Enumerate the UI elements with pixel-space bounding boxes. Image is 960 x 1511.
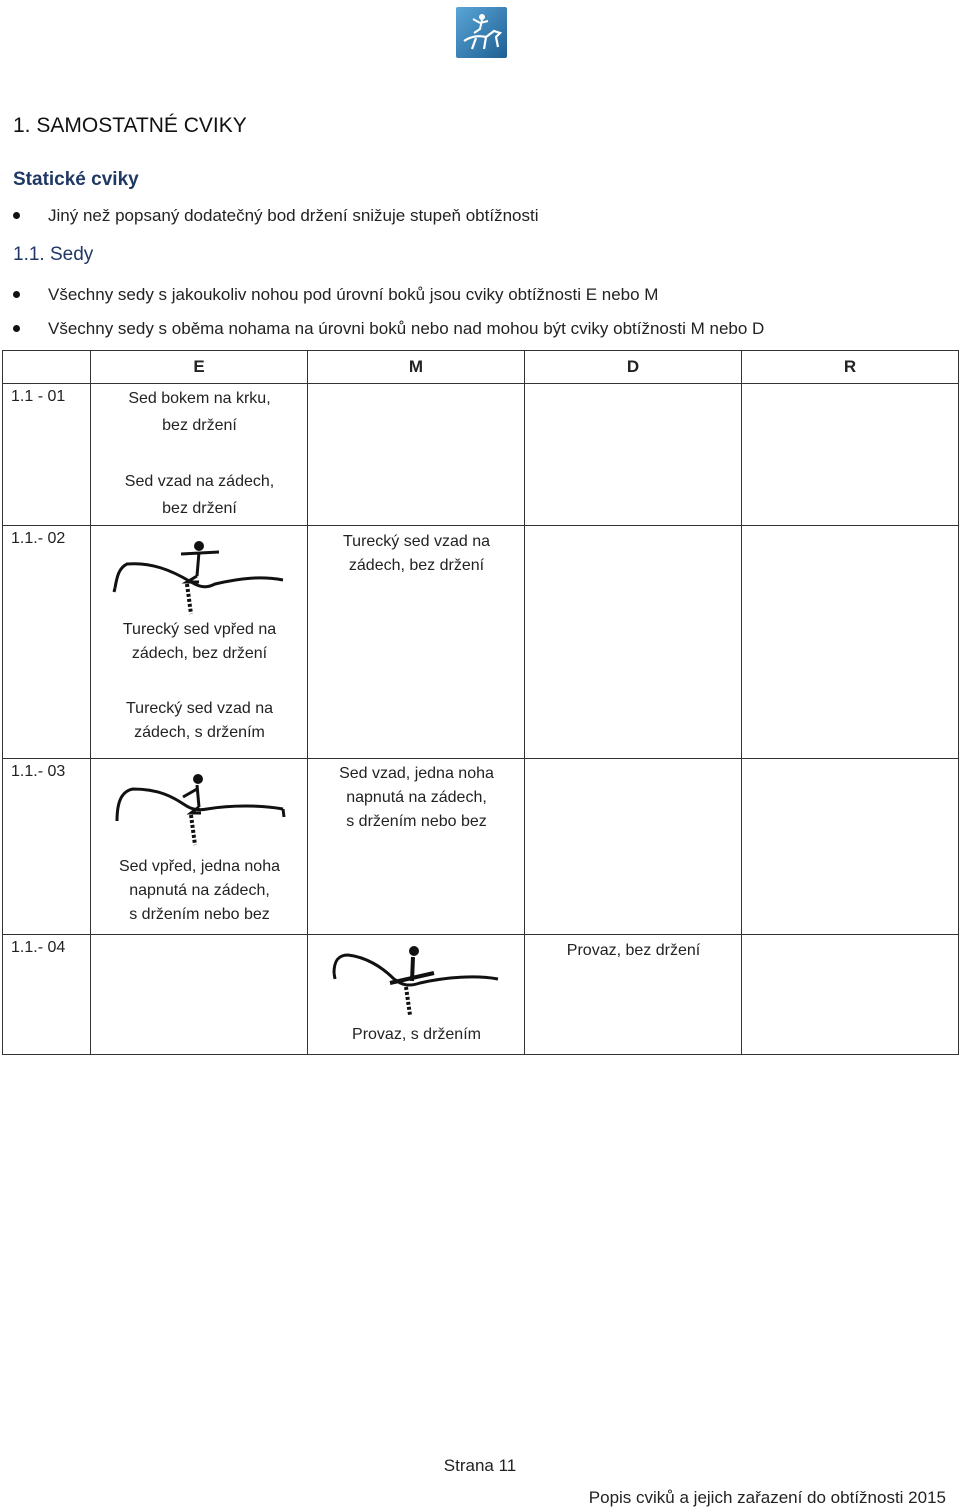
cell-e (91, 526, 308, 759)
table-row (3, 935, 959, 1055)
exercise-label: Sed vzad, jedna noha napnutá na zádech, s držením nebo bez (339, 765, 494, 830)
table-row (3, 526, 959, 759)
bullet-general: Jiný než popsaný dodatečný bod držení snižuje stupeň obtížnosti (13, 206, 539, 226)
row-id: 1.1.- 04 (3, 935, 91, 1055)
table-row (3, 759, 959, 935)
document-footer-title: Popis cviků a jejich zařazení do obtížnosti 2015 (588, 1488, 946, 1507)
cell-r (742, 935, 959, 1055)
bullet-icon (13, 325, 20, 332)
exercise-label: Provaz, s držením (352, 1026, 481, 1043)
exercise-label: Turecký sed vzad na zádech, s držením (125, 700, 274, 741)
cell-d (525, 759, 742, 935)
subheading: Statické cviky (13, 169, 139, 190)
pictogram-split-icon (330, 943, 505, 1023)
row-id: 1.1 - 01 (3, 384, 91, 526)
column-header-e: E (91, 351, 308, 384)
page-number: Strana 11 (443, 1456, 517, 1475)
difficulty-table (2, 350, 959, 1055)
cell-m (308, 526, 525, 759)
cell-e (91, 935, 308, 1055)
exercise-label: Sed bokem na krku, bez držení (128, 390, 271, 434)
column-header-d: D (525, 351, 742, 384)
table-row (3, 384, 959, 526)
cell-m (308, 384, 525, 526)
cell-m (308, 935, 525, 1055)
section-heading: 1. SAMOSTATNÉ CVIKY (13, 114, 247, 137)
cell-d (525, 526, 742, 759)
bullet-icon (13, 291, 20, 298)
subsection-heading: 1.1. Sedy (13, 244, 94, 265)
vaulting-logo-icon (456, 7, 507, 58)
cell-r (742, 526, 959, 759)
row-id: 1.1.- 03 (3, 759, 91, 935)
header-empty (3, 351, 91, 384)
column-header-r: R (742, 351, 959, 384)
exercise-label: Turecký sed vzad na zádech, bez držení (342, 533, 491, 574)
pictogram-turkish-seat-icon (111, 536, 286, 616)
cell-r (742, 384, 959, 526)
cell-e (91, 384, 308, 526)
column-header-m: M (308, 351, 525, 384)
cell-d (525, 935, 742, 1055)
exercise-label: Sed vzad na zádech, bez držení (124, 473, 275, 517)
cell-d (525, 384, 742, 526)
exercise-label: Provaz, bez držení (566, 942, 701, 959)
bullet-rule-1: Všechny sedy s jakoukoliv nohou pod úrovní boků jsou cviky obtížnosti E nebo M (13, 285, 658, 305)
exercise-label: Turecký sed vpřed na zádech, bez držení (122, 621, 277, 662)
cell-e (91, 759, 308, 935)
exercise-label: Sed vpřed, jedna noha napnutá na zádech, s držením nebo bez (118, 858, 280, 923)
bullet-rule-2: Všechny sedy s oběma nohama na úrovni boků nebo nad mohou být cviky obtížnosti M nebo D (13, 319, 764, 339)
cell-m (308, 759, 525, 935)
row-id: 1.1.- 02 (3, 526, 91, 759)
bullet-icon (13, 212, 20, 219)
cell-r (742, 759, 959, 935)
table-header-row (3, 351, 959, 384)
pictogram-seat-one-leg-icon (111, 767, 286, 847)
